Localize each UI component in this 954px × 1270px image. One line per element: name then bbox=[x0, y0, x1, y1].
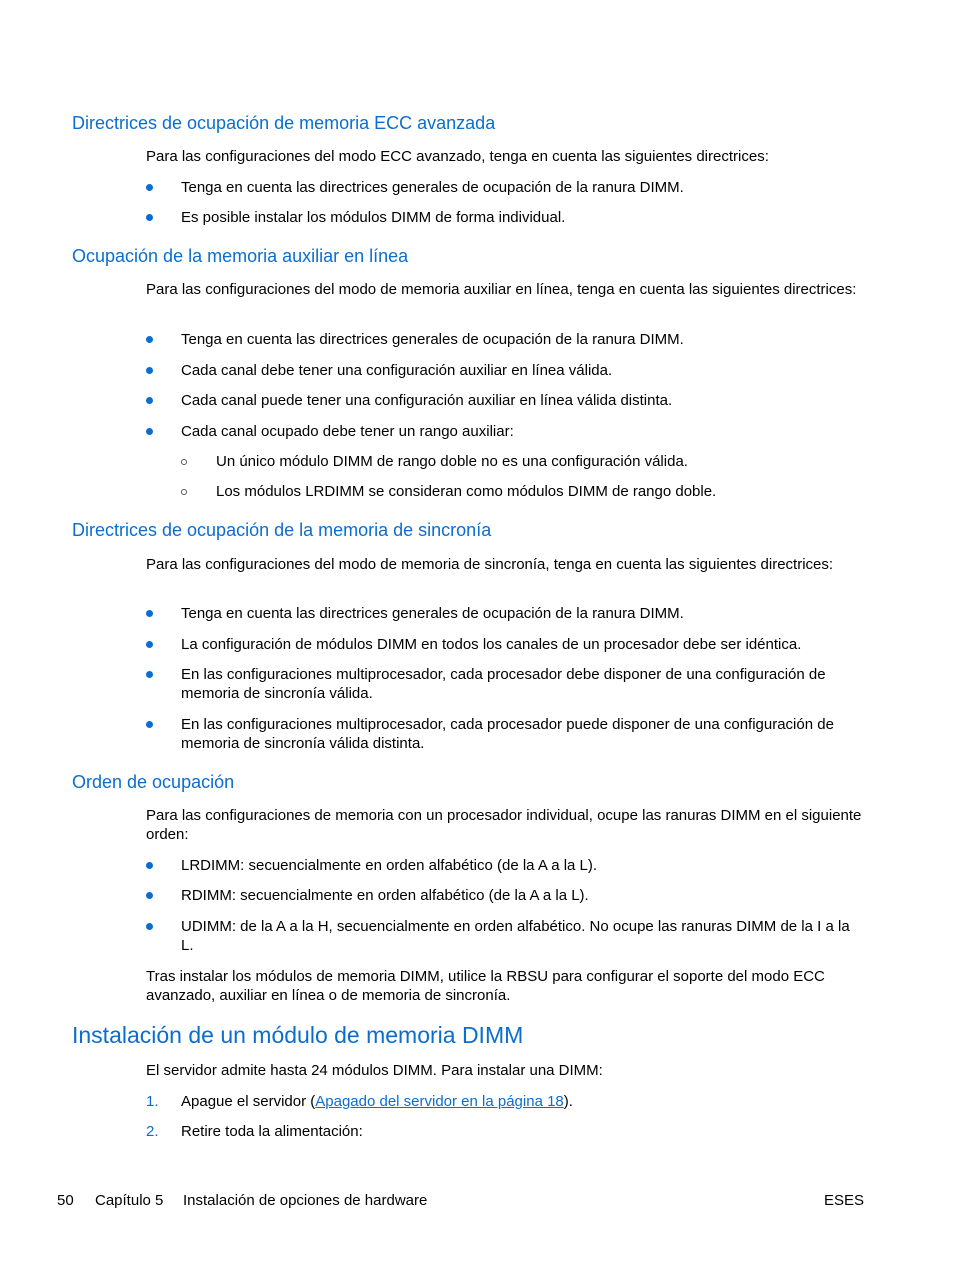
footer-page-number: 50 bbox=[57, 1192, 74, 1209]
list-item-text: RDIMM: secuencialmente en orden alfabético (de la A a la L). bbox=[181, 887, 589, 904]
step-number: 1. bbox=[146, 1093, 159, 1110]
section-intro-install: El servidor admite hasta 24 módulos DIMM. Para instalar una DIMM: bbox=[146, 1062, 603, 1079]
step-text-after: ). bbox=[563, 1093, 573, 1110]
page-reference-link[interactable]: Apagado del servidor en la página 18 bbox=[315, 1093, 564, 1110]
section-intro-order: Para las configuraciones de memoria con un procesador individual, ocupe las ranuras DIMM en el siguiente orden: bbox=[146, 807, 862, 843]
bullet-icon bbox=[146, 892, 153, 899]
list-item-text: En las configuraciones multiprocesador, cada procesador puede disponer de una configuración de memoria de sincronía válida distinta. bbox=[181, 716, 834, 752]
list-item-text: LRDIMM: secuencialmente en orden alfabético (de la A a la L). bbox=[181, 857, 598, 874]
step-number: 2. bbox=[146, 1123, 159, 1140]
list-item-text: Cada canal ocupado debe tener un rango auxiliar: bbox=[181, 423, 514, 440]
section-closing-order: Tras instalar los módulos de memoria DIMM, utilice la RBSU para configurar el soporte del modo ECC avanzado, auxiliar en línea o de memoria de sincronía. bbox=[146, 968, 825, 1004]
list-item-text: Tenga en cuenta las directrices generales de ocupación de la ranura DIMM. bbox=[181, 331, 684, 348]
list-item-text: Cada canal puede tener una configuración auxiliar en línea válida distinta. bbox=[181, 392, 673, 409]
section-heading-sync: Directrices de ocupación de la memoria de sincronía bbox=[72, 520, 492, 540]
bullet-icon bbox=[146, 184, 153, 191]
sub-list-item-text: Un único módulo DIMM de rango doble no es una configuración válida. bbox=[216, 453, 688, 470]
section-intro-sync: Para las configuraciones del modo de memoria de sincronía, tenga en cuenta las siguientes directrices: bbox=[146, 556, 834, 573]
section-heading-order: Orden de ocupación bbox=[72, 772, 235, 792]
bullet-icon bbox=[146, 214, 153, 221]
footer-chapter: Capítulo 5 bbox=[95, 1192, 164, 1209]
section-intro-aux: Para las configuraciones del modo de memoria auxiliar en línea, tenga en cuenta las siguientes directrices: bbox=[146, 281, 857, 298]
bullet-icon bbox=[146, 671, 153, 678]
bullet-icon bbox=[146, 610, 153, 617]
bullet-icon bbox=[146, 923, 153, 930]
list-item-text: Tenga en cuenta las directrices generales de ocupación de la ranura DIMM. bbox=[181, 605, 684, 622]
bullet-icon bbox=[146, 336, 153, 343]
section-heading-install: Instalación de un módulo de memoria DIMM bbox=[72, 1022, 524, 1048]
list-item-text: Tenga en cuenta las directrices generales de ocupación de la ranura DIMM. bbox=[181, 179, 684, 196]
list-item-text: La configuración de módulos DIMM en todos los canales de un procesador debe ser idéntica. bbox=[181, 636, 802, 653]
bullet-icon bbox=[146, 397, 153, 404]
circle-bullet-icon bbox=[181, 489, 187, 495]
step-text bbox=[181, 1092, 862, 1111]
step-text-before: Apague el servidor ( bbox=[181, 1093, 316, 1110]
bullet-icon bbox=[146, 641, 153, 648]
section-heading-ecc: Directrices de ocupación de memoria ECC avanzada bbox=[72, 113, 496, 133]
circle-bullet-icon bbox=[181, 459, 187, 465]
bullet-icon bbox=[146, 862, 153, 869]
list-item-text: En las configuraciones multiprocesador, cada procesador debe disponer de una configuración de memoria de sincronía válida. bbox=[181, 666, 826, 702]
section-heading-aux: Ocupación de la memoria auxiliar en línea bbox=[72, 246, 409, 266]
list-item-text: Es posible instalar los módulos DIMM de forma individual. bbox=[181, 209, 566, 226]
bullet-icon bbox=[146, 721, 153, 728]
section-intro-ecc: Para las configuraciones del modo ECC avanzado, tenga en cuenta las siguientes directrices: bbox=[146, 148, 769, 165]
footer-chapter-title: Instalación de opciones de hardware bbox=[183, 1192, 428, 1209]
bullet-icon bbox=[146, 367, 153, 374]
list-item-text: Cada canal debe tener una configuración auxiliar en línea válida. bbox=[181, 362, 613, 379]
footer-locale: ESES bbox=[824, 1192, 865, 1209]
bullet-icon bbox=[146, 428, 153, 435]
list-item-text: UDIMM: de la A a la H, secuencialmente en orden alfabético. No ocupe las ranuras DIMM de la I a la L. bbox=[181, 918, 850, 954]
step-text: Retire toda la alimentación: bbox=[181, 1123, 363, 1140]
sub-list-item-text: Los módulos LRDIMM se consideran como módulos DIMM de rango doble. bbox=[216, 483, 717, 500]
